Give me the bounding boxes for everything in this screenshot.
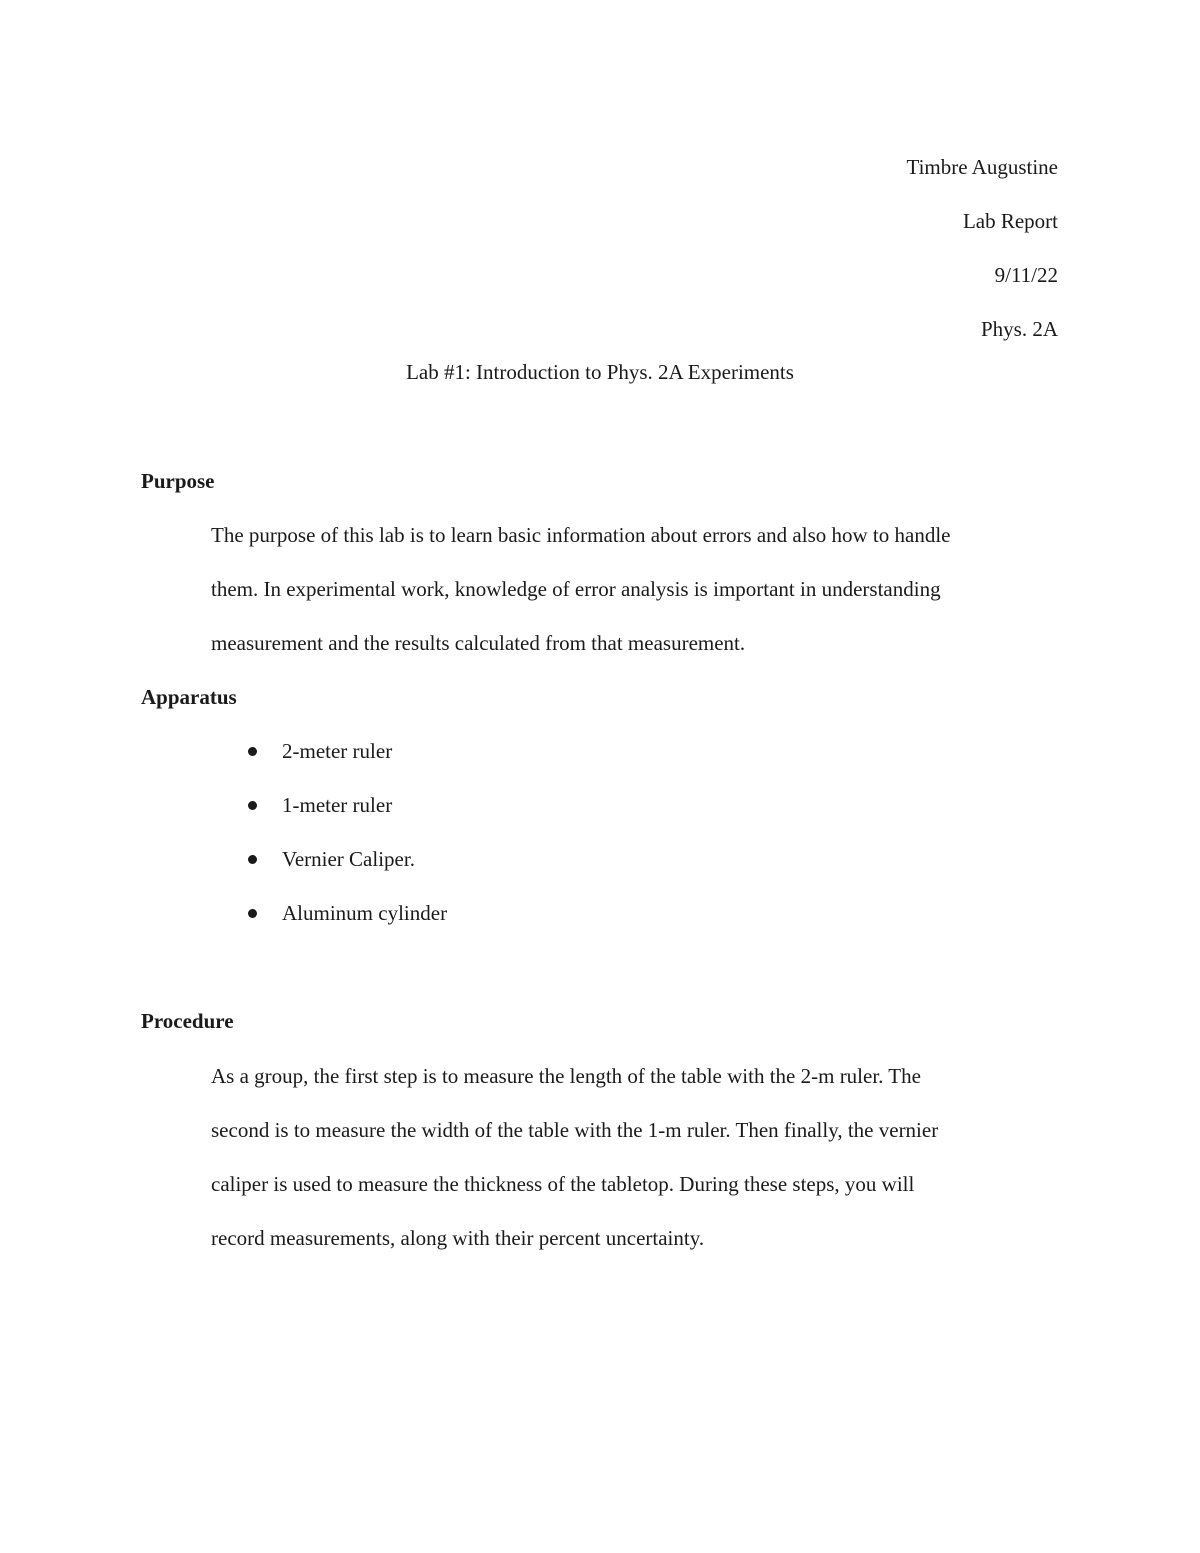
apparatus-heading: Apparatus xyxy=(141,685,237,709)
bullet-icon xyxy=(248,855,257,864)
procedure-line: second is to measure the width of the table with the 1-m ruler. Then finally, the vernier xyxy=(211,1118,939,1142)
procedure-heading: Procedure xyxy=(141,1009,234,1033)
header-block xyxy=(907,140,1059,356)
purpose-line: measurement and the results calculated from that measurement. xyxy=(211,631,746,655)
purpose-heading: Purpose xyxy=(141,469,215,493)
list-item-label: 1-meter ruler xyxy=(282,793,393,817)
author-name: Timbre Augustine xyxy=(906,155,1058,179)
procedure-paragraph xyxy=(211,1049,1061,1265)
purpose-paragraph xyxy=(211,508,1061,670)
document-title: Lab #1: Introduction to Phys. 2A Experiments xyxy=(406,360,794,384)
document-type: Lab Report xyxy=(962,209,1058,233)
procedure-line: caliper is used to measure the thickness of the tabletop. During these steps, you will xyxy=(211,1172,915,1196)
list-item xyxy=(248,778,447,832)
list-item xyxy=(248,832,447,886)
report-date: 9/11/22 xyxy=(994,263,1058,287)
procedure-line: As a group, the first step is to measure the length of the table with the 2-m ruler. The xyxy=(211,1064,921,1088)
bullet-icon xyxy=(248,909,257,918)
bullet-icon xyxy=(248,747,257,756)
bullet-icon xyxy=(248,801,257,810)
list-item-label: 2-meter ruler xyxy=(282,739,393,763)
list-item xyxy=(248,886,447,940)
purpose-line: The purpose of this lab is to learn basic information about errors and also how to handle xyxy=(211,523,951,547)
course-name: Phys. 2A xyxy=(980,317,1058,341)
list-item xyxy=(248,724,447,778)
apparatus-list xyxy=(248,724,447,940)
list-item-label: Vernier Caliper. xyxy=(282,847,415,871)
list-item-label: Aluminum cylinder xyxy=(282,901,448,925)
procedure-line: record measurements, along with their percent uncertainty. xyxy=(211,1226,705,1250)
purpose-line: them. In experimental work, knowledge of error analysis is important in understanding xyxy=(211,577,941,601)
